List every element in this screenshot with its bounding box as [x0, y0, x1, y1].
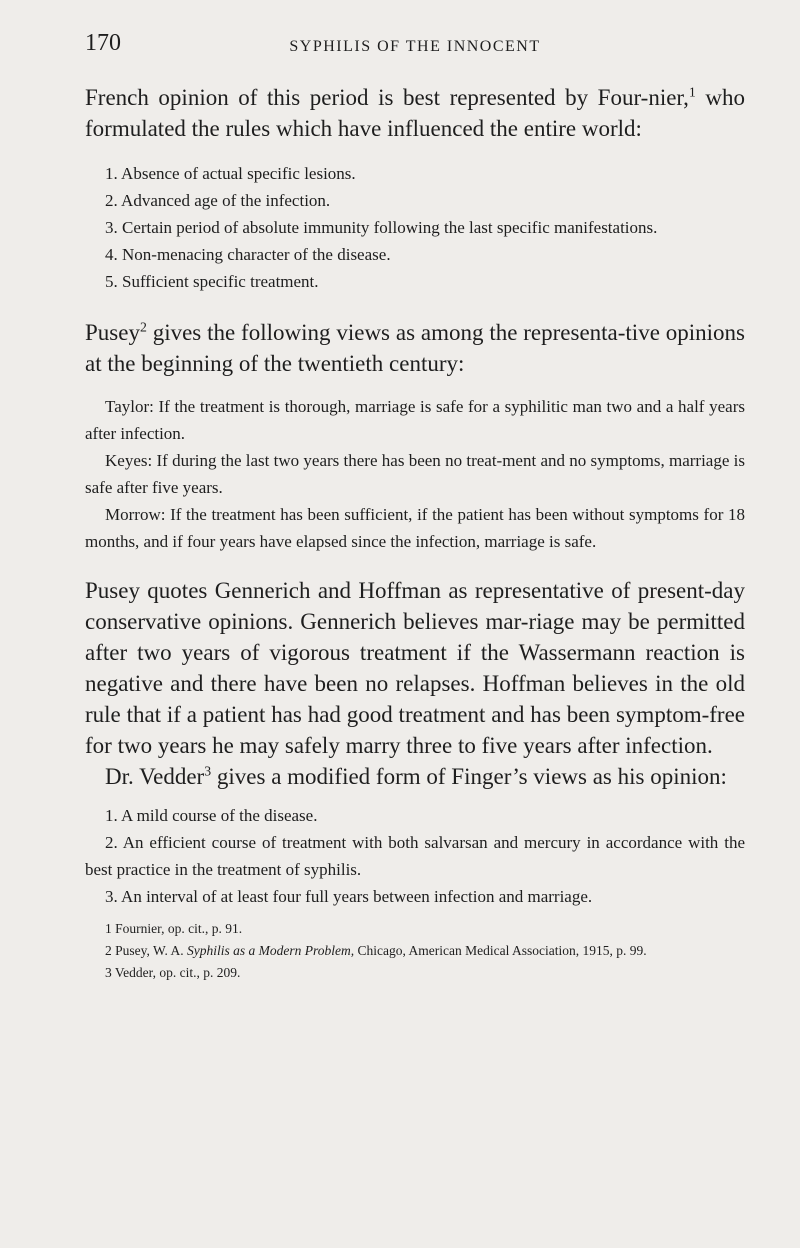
page-number: 170 — [85, 30, 121, 56]
page-header — [85, 30, 745, 62]
list-item: 1. A mild course of the disease. — [105, 806, 318, 825]
footnote-ref-1: 1 — [688, 84, 696, 100]
paragraph-text: Dr. Vedder — [105, 764, 205, 789]
running-head: SYPHILIS OF THE INNOCENT — [289, 38, 541, 55]
paragraph-pusey-views — [85, 317, 745, 379]
opinion-taylor: Taylor: If the treatment is thorough, marriage is safe for a syphilitic man two and a half years after infection. — [85, 397, 745, 443]
paragraph-text: gives a modified form of Finger’s views as his opinion: — [211, 764, 727, 789]
opinions-block — [85, 393, 745, 555]
paragraph-gennerich-hoffman: Pusey quotes Gennerich and Hoffman as representative of present-day conservative opinions. Gennerich believes mar-riage may be permitted after two years of vigorous treatment if the Wassermann reaction is negative and there have been no relapses. Hoffman believes in the old rule that if a patient has had good treatment and has been symptom-free for two years he may safely marry three to five years after infection. — [85, 578, 745, 758]
footnote-text: Chicago, American Medical Association, 1915, p. 99. — [354, 943, 647, 958]
paragraph-text: gives the following views as among the representa-tive opinions at the beginning of the twentieth century: — [85, 320, 745, 376]
list-item: 5. Sufficient specific treatment. — [105, 272, 319, 291]
list-item: 3. Certain period of absolute immunity following the last specific manifestations. — [105, 218, 658, 237]
footnote-text: 2 Pusey, W. A. — [105, 943, 188, 958]
footnote-1: 1 Fournier, op. cit., p. 91. — [105, 921, 243, 936]
opinion-morrow: Morrow: If the treatment has been sufficient, if the patient has been without symptoms for 18 months, and if four years have elapsed since the infection, marriage is safe. — [85, 505, 745, 551]
fournier-rules-list — [85, 160, 745, 295]
list-item: 4. Non-menacing character of the disease. — [105, 245, 391, 264]
paragraph-vedder — [85, 761, 745, 792]
paragraph-text: Pusey — [85, 320, 140, 345]
list-item: 2. An efficient course of treatment with both salvarsan and mercury in accordance with the best practice in the treatment of syphilis. — [85, 833, 745, 879]
footnote-ref-3: 3 — [204, 763, 212, 779]
paragraph-text: French opinion of this period is best represented by Four-nier, — [85, 85, 689, 110]
footnotes — [85, 918, 745, 984]
footnote-3: 3 Vedder, op. cit., p. 209. — [105, 965, 241, 980]
paragraph-text: who formulated the rules which have influenced the entire world: — [85, 85, 745, 141]
footnote-2 — [85, 940, 745, 962]
list-item: 1. Absence of actual specific lesions. — [105, 164, 356, 183]
vedder-rules-list — [85, 802, 745, 910]
page-content — [85, 82, 745, 984]
paragraph-fournier — [85, 82, 745, 144]
footnote-ref-2: 2 — [139, 319, 147, 335]
book-title: Syphilis as a Modern Problem, — [187, 943, 355, 958]
opinion-keyes: Keyes: If during the last two years there has been no treat-ment and no symptoms, marriage is safe after five years. — [85, 451, 745, 497]
list-item: 2. Advanced age of the infection. — [105, 191, 331, 210]
list-item: 3. An interval of at least four full years between infection and marriage. — [105, 887, 593, 906]
